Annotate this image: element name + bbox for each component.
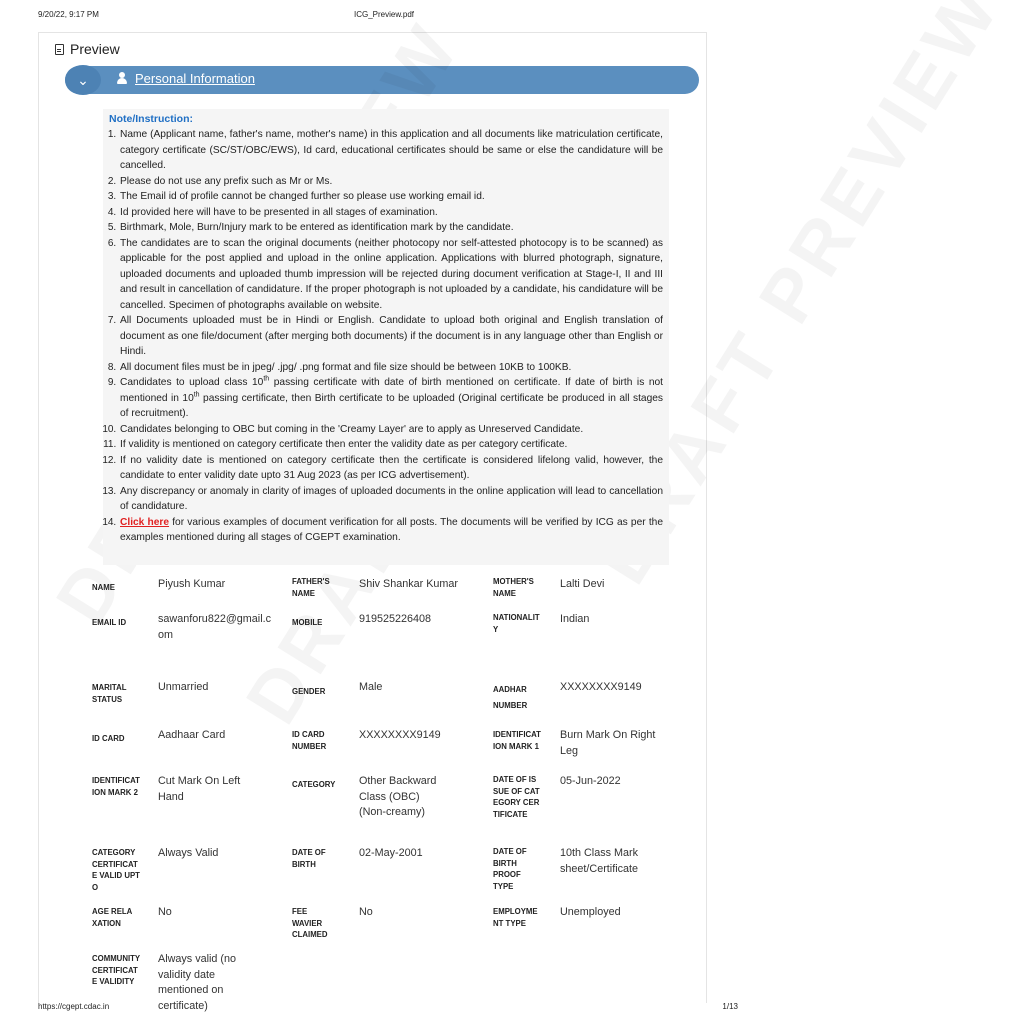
instruction-item	[119, 515, 663, 546]
section-title[interactable]: Personal Information	[135, 71, 255, 86]
field-label: AADHAR NUMBER	[493, 685, 528, 710]
field-label: ID CARD NUMBER	[292, 730, 327, 751]
instruction-item: 4. Id provided here will have to be presented in all stages of examination.	[119, 205, 663, 221]
field-label: MOTHER'S NAME	[493, 577, 534, 598]
field-value: Male	[359, 681, 383, 693]
field-label: IDENTIFICATION MARK 2	[92, 776, 140, 797]
field-label: NAME	[92, 583, 115, 592]
instruction-item: 10. Candidates belonging to OBC but coming in the 'Creamy Layer' are to apply as Unreserved Candidate.	[119, 422, 663, 438]
card-header	[55, 41, 120, 57]
superscript: th	[263, 375, 270, 383]
field-value: XXXXXXXX9149	[359, 729, 441, 741]
instruction-item: 13. Any discrepancy or anomaly in clarity of images of uploaded documents in the online application will lead to cancellation of candidature.	[119, 484, 663, 515]
print-url: https://cgept.cdac.in	[38, 1002, 110, 1011]
item-text: Candidates to upload class 10	[120, 377, 264, 388]
card-title: Preview	[70, 41, 120, 57]
field-value: Always valid (no validity date mentioned on certificate)	[158, 953, 237, 1012]
field-value: Unemployed	[560, 906, 621, 918]
instruction-item: 6. The candidates are to scan the original documents (neither photocopy nor self-attested photocopy is to be scanned) as applicable for the post applied and upload in the online application. Applications with blurred photograph, signature, uploaded documents and uploaded thumb impression will be rejected during document verification at Stage-I, II and III and result in cancellation of candidature. If the proper photograph is not uploaded by a candidate, his candidature will be cancelled. Specimen of photographs available on website.	[119, 236, 663, 314]
field-value: Unmarried	[158, 681, 209, 693]
field-label: ID CARD	[92, 734, 125, 743]
field-value: No	[158, 906, 172, 918]
print-doc-title: ICG_Preview.pdf	[353, 10, 415, 19]
field-value: Indian	[560, 613, 590, 625]
field-value: 05-Jun-2022	[560, 775, 621, 787]
field-label: FATHER'S NAME	[292, 577, 330, 598]
field-label: NATIONALITY	[493, 613, 540, 634]
field-label: CATEGORY	[292, 780, 336, 789]
personal-info-accordion[interactable]	[65, 66, 699, 94]
field-value: 02-May-2001	[359, 847, 423, 859]
field-value: No	[359, 906, 373, 918]
field-value: Burn Mark On Right Leg	[560, 729, 656, 757]
field-value: Cut Mark On Left Hand	[158, 775, 241, 803]
instruction-item	[119, 375, 663, 422]
field-label: GENDER	[292, 687, 326, 696]
item-text: passing certificate with date of birth mentioned on certificate. If date of birth is not mentioned in 10	[120, 377, 663, 404]
field-label: FEE WAVIER CLAIMED	[292, 907, 328, 939]
field-value: XXXXXXXX9149	[560, 681, 642, 693]
field-label: DATE OF ISSUE OF CATEGORY CERTIFICATE	[493, 775, 540, 819]
field-value: Shiv Shankar Kumar	[359, 578, 459, 590]
instruction-panel	[103, 109, 669, 565]
field-label: EMPLOYMENT TYPE	[493, 907, 538, 928]
superscript: th	[193, 391, 200, 399]
field-value: sawanforu822@gmail.com	[158, 613, 271, 641]
instruction-item: 5. Birthmark, Mole, Burn/Injury mark to be entered as identification mark by the candidate.	[119, 220, 663, 236]
print-header	[0, 10, 768, 24]
field-label: DATE OF BIRTH PROOF TYPE	[493, 847, 527, 891]
field-label: MARITAL STATUS	[92, 683, 127, 704]
field-label: EMAIL ID	[92, 618, 127, 627]
field-label: DATE OF BIRTH	[292, 848, 326, 869]
field-label: COMMUNITY CERTIFICATE VALIDITY	[92, 954, 140, 986]
document-icon	[55, 44, 64, 55]
field-label: MOBILE	[292, 618, 323, 627]
field-value: Aadhaar Card	[158, 729, 226, 741]
instruction-list	[107, 127, 663, 546]
field-value: Lalti Devi	[560, 578, 605, 590]
field-value: Other Backward Class (OBC) (Non-creamy)	[359, 775, 437, 818]
print-datetime: 9/20/22, 9:17 PM	[38, 10, 99, 19]
field-label: CATEGORY CERTIFICATE VALID UPTO	[92, 848, 140, 892]
field-value: 10th Class Marksheet/Certificate	[560, 847, 639, 875]
click-here-link[interactable]: Click here	[120, 516, 170, 528]
section-title-link[interactable]	[117, 71, 255, 86]
instruction-item: 3. The Email id of profile cannot be changed further so please use working email id.	[119, 189, 663, 205]
field-value: 919525226408	[359, 613, 432, 625]
user-icon	[117, 72, 127, 84]
instruction-item: 11. If validity is mentioned on category certificate then enter the validity date as per category certificate.	[119, 437, 663, 453]
instruction-item: 2. Please do not use any prefix such as Mr or Ms.	[119, 174, 663, 190]
print-page-number: 1/13	[722, 1002, 738, 1011]
chevron-down-icon[interactable]: ⌄	[65, 65, 101, 95]
instruction-item: 8. All document files must be in jpeg/ .jpg/ .png format and file size should be between 10KB to 100KB.	[119, 360, 663, 376]
field-value: Always Valid	[158, 847, 219, 859]
field-label: AGE RELAXATION	[92, 907, 133, 928]
field-label: IDENTIFICATION MARK 1	[493, 730, 541, 751]
item-text: passing certificate, then Birth certificate to be uploaded (Original certificate be produced in all stages of recruitment).	[120, 392, 663, 419]
instruction-item: 1. Name (Applicant name, father's name, mother's name) in this application and all documents like matriculation certificate, category certificate (SC/ST/OBC/EWS), Id card, educational certificates should be same or else the candidature will be cancelled.	[119, 127, 663, 174]
instruction-item: 7. All Documents uploaded must be in Hindi or English. Candidate to upload both original and English translation of document as one file/document (after merging both documents) if the document is in any language other than English or Hindi.	[119, 313, 663, 360]
instruction-item: 12. If no validity date is mentioned on category certificate then the certificate is considered lifelong valid, however, the candidate to enter validity date upto 31 Aug 2023 (as per ICG advertisement).	[119, 453, 663, 484]
field-value: Piyush Kumar	[158, 578, 226, 590]
note-title: Note/Instruction:	[109, 113, 193, 125]
item-text: for various examples of document verification for all posts. The documents will be verified by ICG as per the examples mentioned during all stages of CGEPT examination.	[120, 516, 663, 543]
